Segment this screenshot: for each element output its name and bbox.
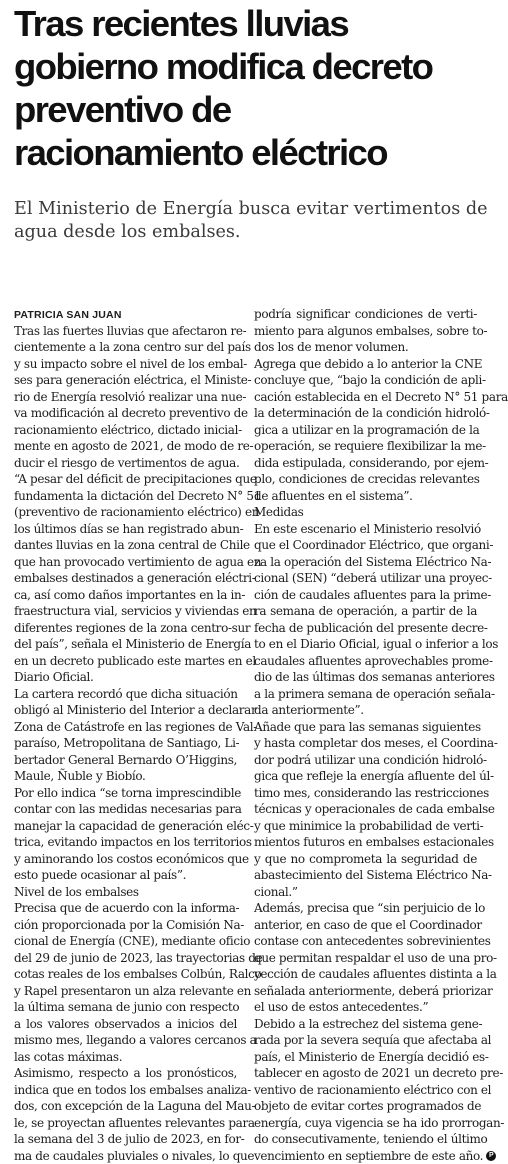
body-text: va modificación al decreto preventivo de (14, 406, 248, 420)
body-text-line (14, 867, 237, 884)
body-text: rio de Energía resolvió realizar una nue- (14, 390, 246, 404)
body-text: (preventivo de racionamiento eléctrico) en (14, 505, 259, 519)
body-text: contase con antecedentes sobrevinientes (254, 934, 491, 948)
body-text-line (14, 554, 237, 571)
body-text: operación, se requiere flexibilizar la me- (254, 439, 486, 453)
body-text-line (14, 1032, 237, 1049)
body-text: contar con las medidas necesarias para (14, 802, 242, 816)
body-text-line (254, 504, 477, 521)
body-text-line (254, 306, 477, 323)
body-text-line (14, 603, 237, 620)
body-text: cional.” (254, 885, 298, 899)
body-text: trica, evitando impactos en los territorios (14, 835, 252, 849)
body-text-line (14, 933, 237, 950)
body-text: y hasta completar dos meses, el Coordina- (254, 736, 498, 750)
body-text: gica que refleje la energía afluente del úl- (254, 769, 494, 783)
body-text-line (14, 504, 237, 521)
body-text: a la primera semana de operación señala- (254, 687, 495, 701)
body-text: y Rapel presentaron un alza relevante en (14, 984, 251, 998)
body-text-line (254, 785, 477, 802)
body-text: dida estipulada, considerando, por ejem- (254, 456, 488, 470)
body-text: esto puede ocasionar al país”. (14, 868, 186, 882)
body-text: y aminorando los costos económicos que (14, 852, 249, 866)
body-text: dantes lluvias en la zona central de Chile (14, 538, 250, 552)
body-text: ses para generación eléctrica, el Ministe- (14, 373, 251, 387)
body-text: abastecimiento del Sistema Eléctrico Na- (254, 868, 492, 882)
body-text: y que no comprometa la seguridad de (254, 852, 477, 866)
body-text: ra semana de operación, a partir de la (254, 604, 477, 618)
body-text: embalses destinados a generación eléctri- (14, 571, 255, 585)
body-text: en un decreto publicado este martes en el (14, 654, 256, 668)
body-text-line (254, 983, 477, 1000)
body-text-line (14, 455, 237, 472)
body-text: miento para algunos embalses, sobre to- (254, 324, 487, 338)
body-text-line (254, 801, 477, 818)
body-text-line (14, 389, 237, 406)
body-text: mente en agosto de 2021, de modo de re- (14, 439, 253, 453)
body-text: dor podrá utilizar una condición hidroló- (254, 753, 487, 767)
body-text: plo, condiciones de crecidas relevantes (254, 472, 480, 486)
body-text-line (254, 422, 477, 439)
headline-line: Tras recientes lluvias (14, 2, 484, 45)
body-text: racionamiento eléctrico, dictado inicial- (14, 423, 242, 437)
article-subheadline (14, 198, 479, 244)
body-text-line (14, 983, 237, 1000)
body-text-line (254, 966, 477, 983)
body-text: paraíso, Metropolitana de Santiago, Li- (14, 736, 239, 750)
body-text-line (14, 438, 237, 455)
body-text-line (14, 570, 237, 587)
body-text: la última semana de junio con respecto (14, 1000, 239, 1014)
body-text: ción de caudales afluentes para la prime- (254, 588, 491, 602)
body-text: los últimos días se han registrado abun- (14, 522, 243, 536)
body-text: Precisa que de acuerdo con la informa- (14, 901, 239, 915)
body-text: obligó al Ministerio del Interior a declarar (14, 703, 256, 717)
body-text: cional de Energía (CNE), mediante oficio (14, 934, 250, 948)
body-text: la semana del 3 de julio de 2023, en for- (14, 1132, 244, 1146)
body-text: a los valores observados a inicios del (14, 1017, 237, 1031)
headline-line: gobierno modifica decreto (14, 45, 484, 88)
body-text-line (14, 801, 237, 818)
body-text: En este escenario el Ministerio resolvió (254, 522, 481, 536)
body-text-line (14, 884, 237, 901)
body-text-line (254, 1131, 477, 1148)
body-text: dos los de menor volumen. (254, 340, 408, 354)
body-text: ción proporcionada por la Comisión Na- (14, 918, 244, 932)
body-text: vencimiento en septiembre de este año. (254, 1149, 483, 1163)
body-text-line (14, 537, 237, 554)
body-text: to en el Diario Oficial, igual o inferior a los (254, 637, 498, 651)
body-text-line (254, 389, 477, 406)
body-text: La cartera recordó que dicha situación (14, 687, 238, 701)
body-text: rada por la severa sequía que afectaba al (254, 1033, 491, 1047)
body-text-line (254, 1065, 477, 1082)
body-text-line (14, 669, 237, 686)
body-text-line (14, 1065, 237, 1082)
body-text: país, el Ministerio de Energía decidió es- (254, 1050, 489, 1064)
body-text: Por ello indica “se torna imprescindible (14, 786, 241, 800)
body-text-line (254, 570, 477, 587)
body-text: señalada anteriormente, deberá priorizar (254, 984, 492, 998)
body-text-line (14, 752, 237, 769)
body-text-line (14, 917, 237, 934)
body-text-line (254, 323, 477, 340)
body-text: del 29 de junio de 2023, las trayectorias de (14, 951, 262, 965)
body-text-line (254, 1148, 477, 1164)
body-text: bertador General Bernardo O’Higgins, (14, 753, 237, 767)
body-text: las cotas máximas. (14, 1050, 122, 1064)
body-text: cación establecida en el Decreto N° 51 para (254, 390, 508, 404)
body-text: Diario Oficial. (14, 670, 93, 684)
body-text-line (254, 917, 477, 934)
body-text: fraestructura vial, servicios y viviendas en (14, 604, 256, 618)
body-text: la determinación de la condición hidroló- (254, 406, 490, 420)
body-text: concluye que, “bajo la condición de apli- (254, 373, 486, 387)
body-text-line (254, 1082, 477, 1099)
body-text-line (254, 752, 477, 769)
body-text-line (14, 999, 237, 1016)
body-text-line (14, 1016, 237, 1033)
body-text: le, se proyectan afluentes relevantes para (14, 1116, 255, 1130)
body-text: dio de las últimas dos semanas anteriores (254, 670, 495, 684)
body-text-line (14, 323, 237, 340)
body-text-line (254, 603, 477, 620)
subheadline-line: El Ministerio de Energía busca evitar vertimentos de (14, 198, 479, 221)
body-text: el uso de estos antecedentes.” (254, 1000, 428, 1014)
body-text-line (254, 554, 477, 571)
body-text: diferentes regiones de la zona centro-sur (14, 621, 250, 635)
body-text: caudales afluentes aprovechables prome- (254, 654, 493, 668)
body-text-line (254, 834, 477, 851)
body-text: mismo mes, llegando a valores cercanos a (14, 1033, 256, 1047)
body-text-line (14, 834, 237, 851)
body-text: “A pesar del déficit de precipitaciones que (14, 472, 257, 486)
body-text-line (14, 1148, 237, 1164)
body-text: ventivo de racionamiento eléctrico con el (254, 1083, 491, 1097)
body-text-line (14, 768, 237, 785)
body-text-line (14, 636, 237, 653)
headline-line: racionamiento eléctrico (14, 131, 484, 174)
body-text-line (14, 339, 237, 356)
body-text-line (14, 702, 237, 719)
body-text: ca, así como daños importantes en la in- (14, 588, 245, 602)
article-headline (14, 2, 484, 174)
body-text-line (14, 1131, 237, 1148)
body-text-line (14, 620, 237, 637)
body-text-line (254, 455, 477, 472)
body-text-line (14, 686, 237, 703)
body-text: ducir el riesgo de vertimentos de agua. (14, 456, 239, 470)
body-text: Asimismo, respecto a los pronósticos, (14, 1066, 237, 1080)
headline-line: preventivo de (14, 88, 484, 131)
body-text: y que minimice la probabilidad de verti- (254, 819, 483, 833)
body-text-line (254, 867, 477, 884)
body-text-line (254, 900, 477, 917)
body-text: podría significar condiciones de verti- (254, 307, 477, 321)
body-text-line (254, 1098, 477, 1115)
body-text: timo mes, considerando las restricciones (254, 786, 489, 800)
byline (14, 306, 237, 323)
body-text: técnicas y operacionales de cada embalse (254, 802, 495, 816)
body-text: dos, con excepción de la Laguna del Mau- (14, 1099, 255, 1113)
body-text: anterior, en caso de que el Coordinador (254, 918, 482, 932)
body-text-line (14, 950, 237, 967)
body-text-line (14, 719, 237, 736)
body-text: cotas reales de los embalses Colbún, Ralco (14, 967, 261, 981)
body-text-line (14, 372, 237, 389)
subheadline-line: agua desde los embalses. (14, 221, 479, 244)
body-text: y su impacto sobre el nivel de los embal- (14, 357, 247, 371)
byline-text: PATRICIA SAN JUAN (14, 309, 122, 321)
body-text-line (254, 587, 477, 604)
body-text-line (14, 405, 237, 422)
body-text-line (254, 702, 477, 719)
body-text: Agrega que debido a lo anterior la CNE (254, 357, 482, 371)
body-text: objeto de evitar cortes programados de (254, 1099, 481, 1113)
body-text: Medidas (254, 505, 303, 519)
body-text-line (14, 587, 237, 604)
body-text-line (254, 999, 477, 1016)
body-text-line (14, 735, 237, 752)
body-text-line (254, 950, 477, 967)
body-text-line (14, 422, 237, 439)
body-text: cional (SEN) “deberá utilizar una proyec- (254, 571, 492, 585)
end-of-article-icon: P (486, 1151, 496, 1161)
body-text-line (14, 356, 237, 373)
body-text-line (254, 488, 477, 505)
body-text: Tras las fuertes lluvias que afectaron re- (14, 324, 246, 338)
body-text: Añade que para las semanas siguientes (254, 720, 481, 734)
body-text: que permitan respaldar el uso de una pro- (254, 951, 497, 965)
body-text-line (254, 851, 477, 868)
body-text: manejar la capacidad de generación eléc- (14, 819, 253, 833)
body-text: fundamenta la dictación del Decreto N° 51 (14, 489, 261, 503)
body-text-line (14, 1049, 237, 1066)
body-text-line (254, 1115, 477, 1132)
body-text-line (254, 405, 477, 422)
body-text-line (254, 521, 477, 538)
body-text-line (254, 719, 477, 736)
body-text-line (254, 372, 477, 389)
body-text-line (254, 537, 477, 554)
body-text-line (254, 669, 477, 686)
body-text: del país”, señala el Ministerio de Energía (14, 637, 251, 651)
body-text-line (254, 735, 477, 752)
body-text-line (14, 1098, 237, 1115)
body-text-line (254, 884, 477, 901)
body-text-line (254, 818, 477, 835)
body-text-line (254, 768, 477, 785)
body-text: tablecer en agosto de 2021 un decreto pre- (254, 1066, 503, 1080)
body-text-line (14, 900, 237, 917)
body-text: ma de caudales pluviales o nivales, lo que (14, 1149, 254, 1163)
body-text-line (254, 653, 477, 670)
body-text-line (254, 1032, 477, 1049)
body-text-line (254, 636, 477, 653)
body-text-line (254, 1049, 477, 1066)
body-text-line (14, 1115, 237, 1132)
body-text: da anteriormente”. (254, 703, 364, 717)
body-text-line (14, 521, 237, 538)
body-text: do consecutivamente, teniendo el último (254, 1132, 487, 1146)
body-text-line (254, 686, 477, 703)
body-text-line (14, 785, 237, 802)
body-text-line (254, 620, 477, 637)
body-text: de afluentes en el sistema”. (254, 489, 413, 503)
body-text-line (14, 653, 237, 670)
body-text-line (254, 339, 477, 356)
body-text: yección de caudales afluentes distinta a la (254, 967, 497, 981)
body-text: Nivel de los embalses (14, 885, 139, 899)
body-text: que el Coordinador Eléctrico, que organi- (254, 538, 493, 552)
body-text: mientos futuros en embalses estacionales (254, 835, 494, 849)
body-text: Debido a la estrechez del sistema gene- (254, 1017, 482, 1031)
body-text: energía, cuya vigencia se ha ido prorrogan- (254, 1116, 504, 1130)
body-text-line (14, 1082, 237, 1099)
body-text-line (254, 438, 477, 455)
body-text: Además, precisa que “sin perjuicio de lo (254, 901, 485, 915)
body-text-line (254, 1016, 477, 1033)
body-text-line (254, 471, 477, 488)
body-text: za la operación del Sistema Eléctrico Na- (254, 555, 491, 569)
body-text: indica que en todos los embalses analiza- (14, 1083, 251, 1097)
body-text-line (254, 933, 477, 950)
body-text: Zona de Catástrofe en las regiones de Val- (14, 720, 257, 734)
article-column-left (14, 306, 237, 1164)
body-text: cientemente a la zona centro sur del país (14, 340, 251, 354)
body-text-line (14, 966, 237, 983)
body-text: fecha de publicación del presente decre- (254, 621, 488, 635)
article-column-right (254, 306, 477, 1164)
body-text: que han provocado vertimiento de agua en (14, 555, 261, 569)
body-text: gica a utilizar en la programación de la (254, 423, 479, 437)
body-text-line (14, 818, 237, 835)
body-text-line (254, 356, 477, 373)
body-text-line (14, 488, 237, 505)
body-text: Maule, Ñuble y Biobío. (14, 769, 146, 783)
body-text-line (14, 851, 237, 868)
body-text-line (14, 471, 237, 488)
